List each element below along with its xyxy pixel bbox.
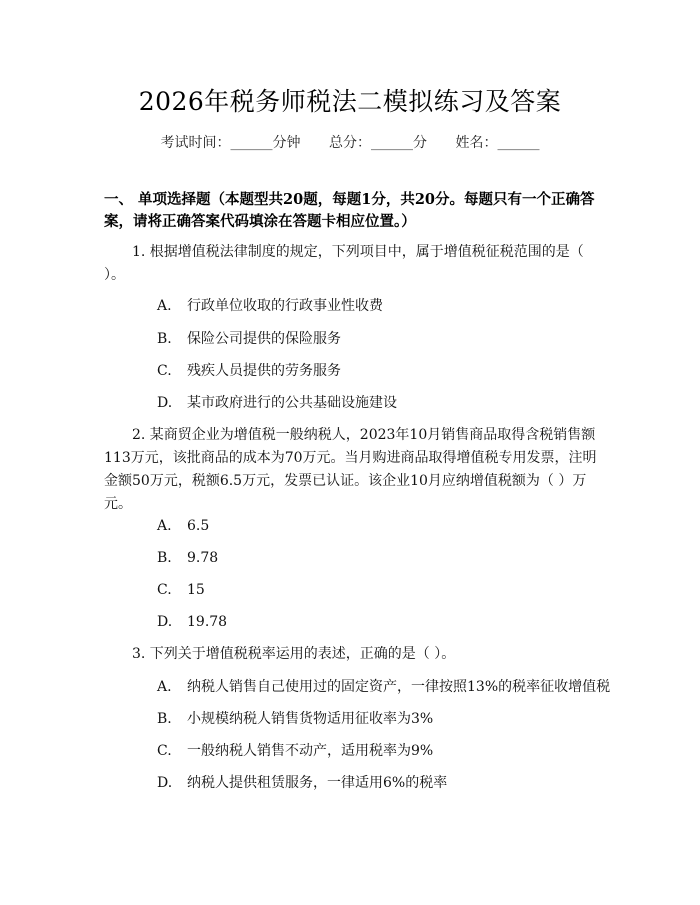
option-letter: C. [157,582,172,598]
option-text: 纳税人提供租赁服务，一律适用6%的税率 [187,775,448,791]
question-3: 3. 下列关于增值税税率运用的表述，正确的是（ ）。 [132,646,456,662]
question-1-option-a [157,296,602,316]
option-text: 残疾人员提供的劳务服务 [187,363,341,379]
exam-time: 考试时间：______分钟 [160,135,301,151]
question-1: 1. 根据增值税法律制度的规定，下列项目中，属于增值税征税范围的是（ ）。 [104,244,584,283]
option-letter: D. [157,775,173,791]
option-text: 6.5 [187,518,210,534]
exam-meta [0,132,700,152]
option-letter: C. [157,743,172,759]
option-text: 15 [187,582,205,598]
option-letter: A. [157,298,172,314]
option-text: 保险公司提供的保险服务 [187,331,341,347]
option-letter: B. [157,550,172,566]
question-1-option-d [157,393,602,413]
question-2-option-c [157,580,602,600]
question-1-option-c [157,361,602,381]
option-text: 某市政府进行的公共基础设施建设 [187,395,397,411]
option-text: 19.78 [187,614,228,630]
question-2: 2. 某商贸企业为增值税一般纳税人，2023年10月销售商品取得含税销售额113万元，该批商品的成本为70万元。当月购进商品取得增值税专用发票，注明金额50万元，税额6.5万元，发票已认证。该企业10月应纳增值税额为（ ）万元。 [104,427,597,512]
question-3-option-d [157,773,602,793]
exam-score: 总分：______分 [329,135,427,151]
question-2-option-a [157,516,602,536]
question-3-option-c [157,741,602,761]
document-title: 2026年税务师税法二模拟练习及答案 [138,87,562,116]
question-2-option-d [157,612,602,632]
section-heading: 一、 单项选择题（本题型共20题，每题1分，共20分。每题只有一个正确答案，请将正确答案代码填涂在答题卡相应位置。） [104,191,595,230]
question-2-option-b [157,548,602,568]
option-text: 小规模纳税人销售货物适用征收率为3% [187,711,434,727]
question-3-option-a [157,677,611,697]
option-letter: A. [157,679,172,695]
option-text: 纳税人销售自己使用过的固定资产，一律按照13%的税率征收增值税 [187,679,611,695]
option-letter: B. [157,711,172,727]
question-1-option-b [157,329,602,349]
question-3-option-b [157,709,602,729]
option-letter: D. [157,614,173,630]
option-text: 一般纳税人销售不动产，适用税率为9% [187,743,434,759]
option-text: 行政单位收取的行政事业性收费 [187,298,383,314]
option-letter: A. [157,518,172,534]
option-letter: C. [157,363,172,379]
option-letter: D. [157,395,173,411]
option-text: 9.78 [187,550,219,566]
exam-name: 姓名：______ [455,135,540,151]
option-letter: B. [157,331,172,347]
